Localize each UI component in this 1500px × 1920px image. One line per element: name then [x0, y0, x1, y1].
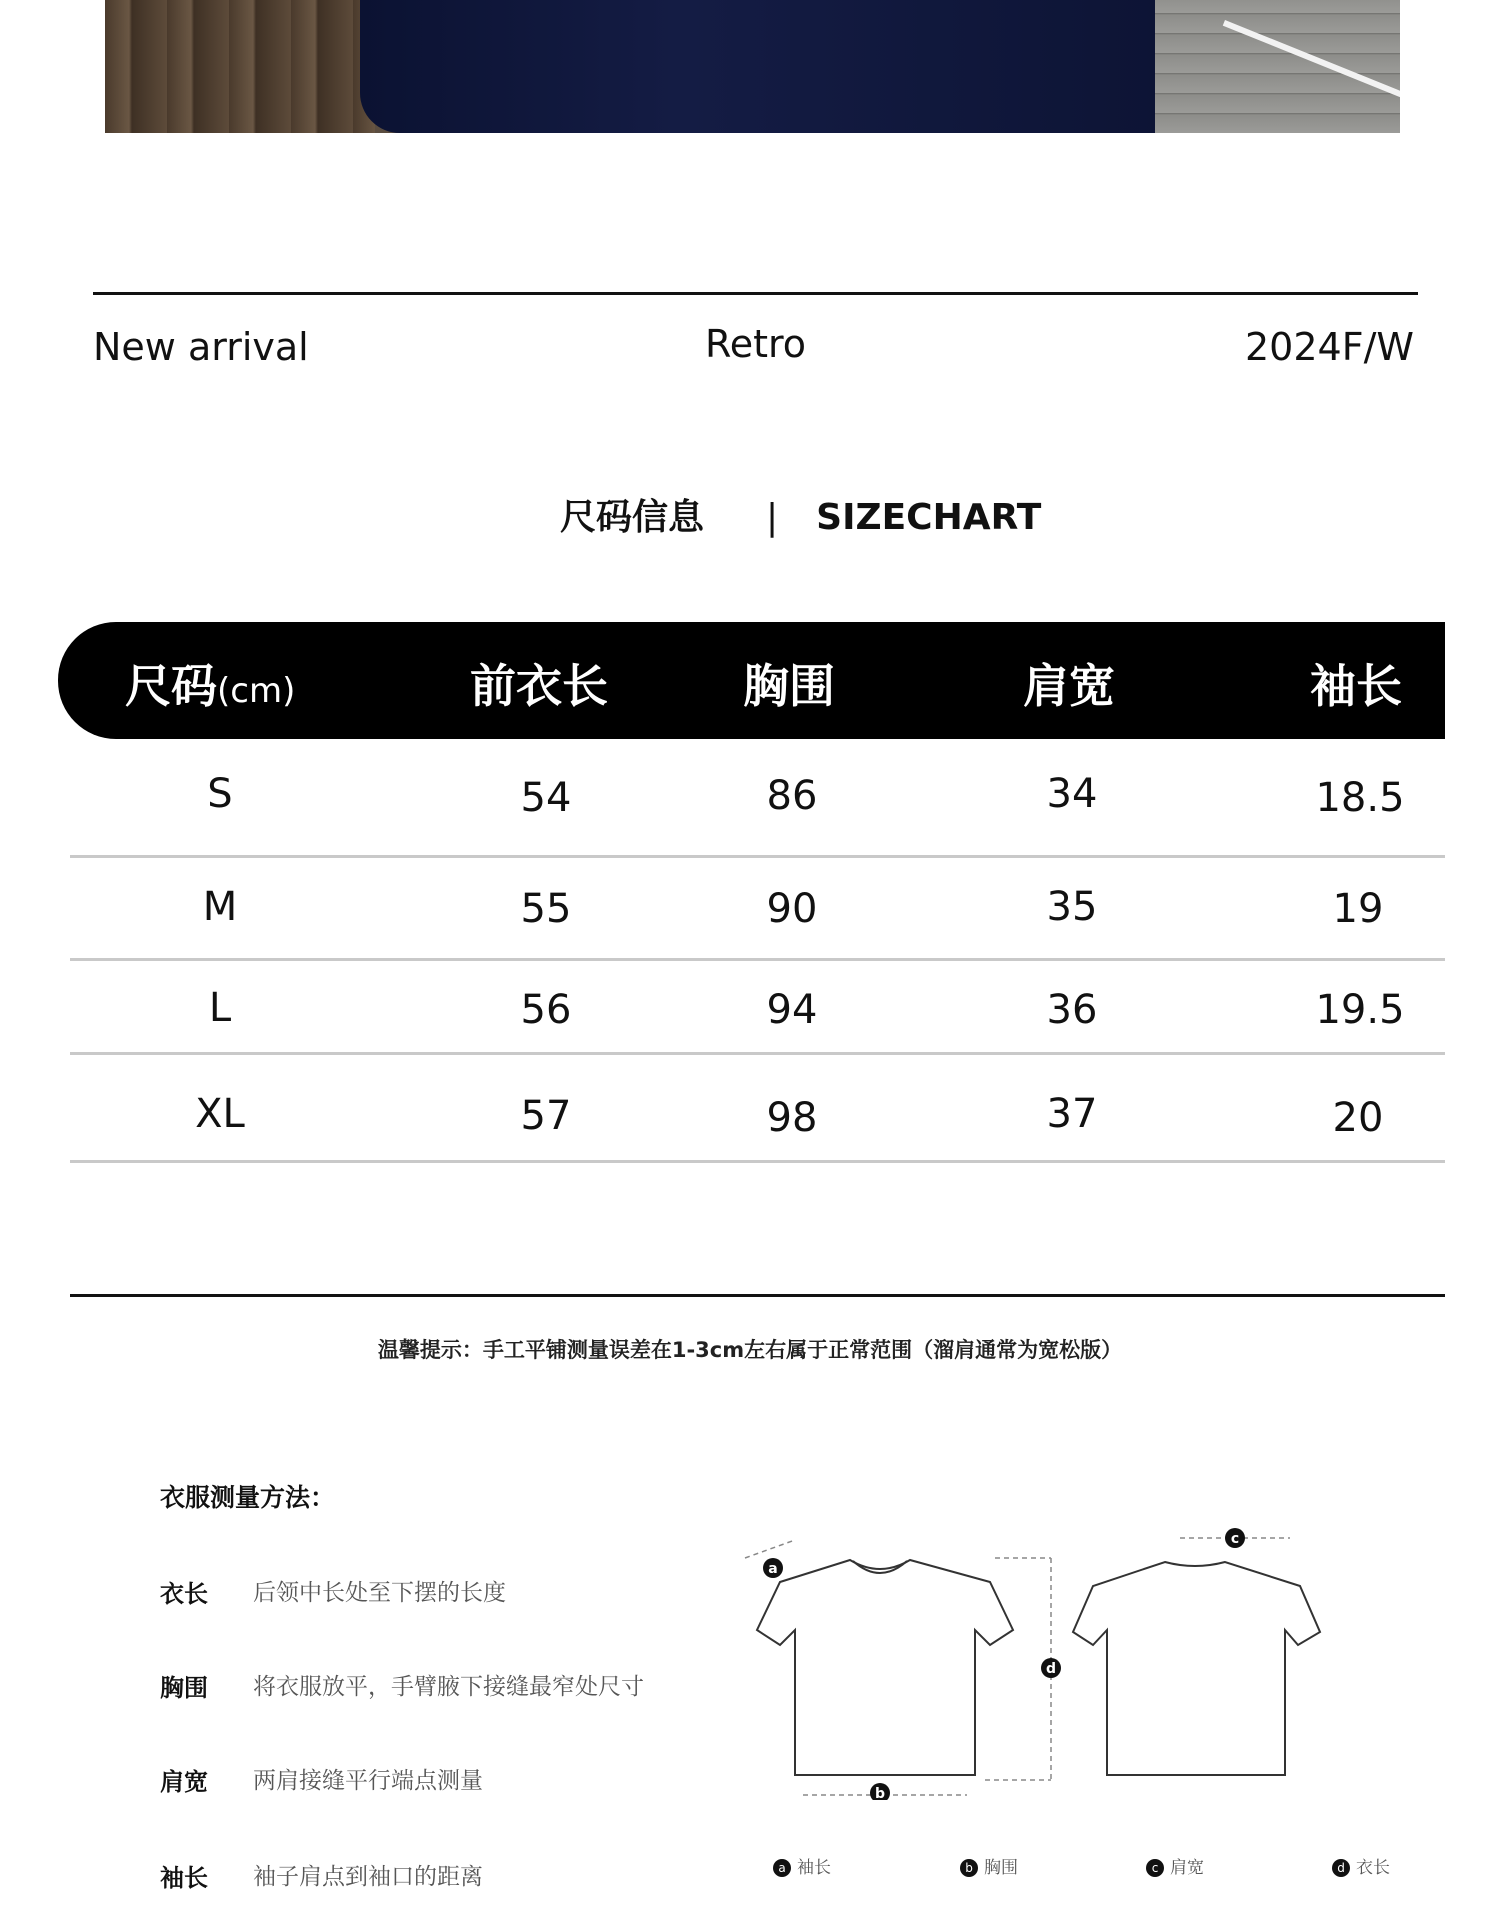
measure-title: 衣服测量方法：: [160, 1483, 336, 1512]
title-separator: |: [766, 497, 779, 538]
measure-label: 肩宽: [160, 1768, 208, 1796]
cell-chest: 98: [766, 1095, 818, 1141]
header-chest: 胸围: [743, 659, 835, 713]
header-sleeve: 袖长: [1310, 659, 1402, 713]
cell-length: 54: [520, 775, 572, 821]
header-new-arrival: New arrival: [93, 325, 309, 369]
cell-sleeve: 18.5: [1315, 775, 1405, 821]
legend-label: 胸围: [984, 1858, 1018, 1878]
photo-wood-background: [105, 0, 375, 133]
cell-shoulder: 37: [1046, 1091, 1098, 1137]
product-photo: [105, 0, 1400, 133]
cell-length: 55: [520, 886, 572, 932]
cell-size: S: [207, 771, 233, 817]
front-tshirt-outline: [757, 1560, 1013, 1775]
measure-desc: 袖子肩点到袖口的距离: [253, 1864, 483, 1890]
header-shoulder: 肩宽: [1023, 659, 1115, 713]
back-tshirt-outline: [1073, 1562, 1320, 1775]
cell-chest: 86: [766, 773, 818, 819]
header-season: 2024F/W: [1245, 325, 1414, 369]
marker-c-label: c: [1230, 1531, 1240, 1547]
measurement-tip: 温馨提示：手工平铺测量误差在1-3cm左右属于正常范围（溜肩通常为宽松版）: [377, 1338, 1123, 1362]
cell-chest: 94: [766, 987, 818, 1033]
cell-shoulder: 35: [1046, 884, 1098, 930]
legend-marker: d: [1332, 1859, 1350, 1877]
legend-marker: b: [960, 1859, 978, 1877]
header-style: Retro: [705, 322, 807, 366]
row-divider: [70, 1052, 1445, 1055]
measure-label: 胸围: [160, 1674, 208, 1702]
cell-shoulder: 34: [1046, 771, 1098, 817]
measure-desc: 两肩接缝平行端点测量: [253, 1768, 483, 1794]
cell-size: L: [208, 985, 232, 1031]
sleeve-measure-line: [745, 1540, 795, 1558]
cell-sleeve: 19.5: [1315, 987, 1405, 1033]
marker-d-label: d: [1045, 1661, 1057, 1677]
cell-size: XL: [195, 1091, 245, 1137]
legend-label: 肩宽: [1170, 1858, 1204, 1878]
legend-marker: a: [773, 1859, 791, 1877]
size-chart-title-en: SIZECHART: [816, 497, 1042, 538]
legend-marker: c: [1146, 1859, 1164, 1877]
tshirt-measurement-diagram: [735, 1520, 1410, 1800]
row-divider: [70, 855, 1445, 858]
cell-sleeve: 20: [1332, 1095, 1384, 1141]
header-length: 前衣长: [470, 659, 608, 713]
cell-size: M: [202, 884, 238, 930]
measure-label: 袖长: [160, 1864, 208, 1892]
legend-length: [1332, 1853, 1390, 1878]
legend-sleeve: [773, 1853, 831, 1878]
marker-b-label: b: [874, 1786, 886, 1800]
size-chart-title: [560, 489, 1041, 540]
top-divider: [93, 292, 1418, 295]
row-divider: [70, 1160, 1445, 1163]
legend-chest: [960, 1853, 1018, 1878]
measure-desc: 后领中长处至下摆的长度: [253, 1580, 506, 1606]
cell-length: 56: [520, 987, 572, 1033]
marker-a-label: a: [768, 1561, 778, 1577]
header-size-label: 尺码: [125, 659, 217, 713]
cell-shoulder: 36: [1046, 987, 1098, 1033]
legend-shoulder: [1146, 1853, 1204, 1878]
cell-sleeve: 19: [1332, 886, 1384, 932]
photo-garment: [360, 0, 1160, 133]
photo-brick-wall: [1155, 0, 1400, 133]
header-size: [125, 650, 295, 716]
bottom-divider: [70, 1294, 1445, 1297]
cell-length: 57: [520, 1093, 572, 1139]
header-unit: (cm): [217, 671, 296, 711]
row-divider: [70, 958, 1445, 961]
legend-label: 袖长: [797, 1858, 831, 1878]
front-tshirt-collar: [853, 1561, 907, 1573]
measure-label: 衣长: [160, 1580, 208, 1608]
measure-desc: 将衣服放平，手臂腋下接缝最窄处尺寸: [253, 1674, 644, 1700]
legend-label: 衣长: [1356, 1858, 1390, 1878]
cell-chest: 90: [766, 886, 818, 932]
size-chart-title-cn: 尺码信息: [560, 497, 705, 538]
